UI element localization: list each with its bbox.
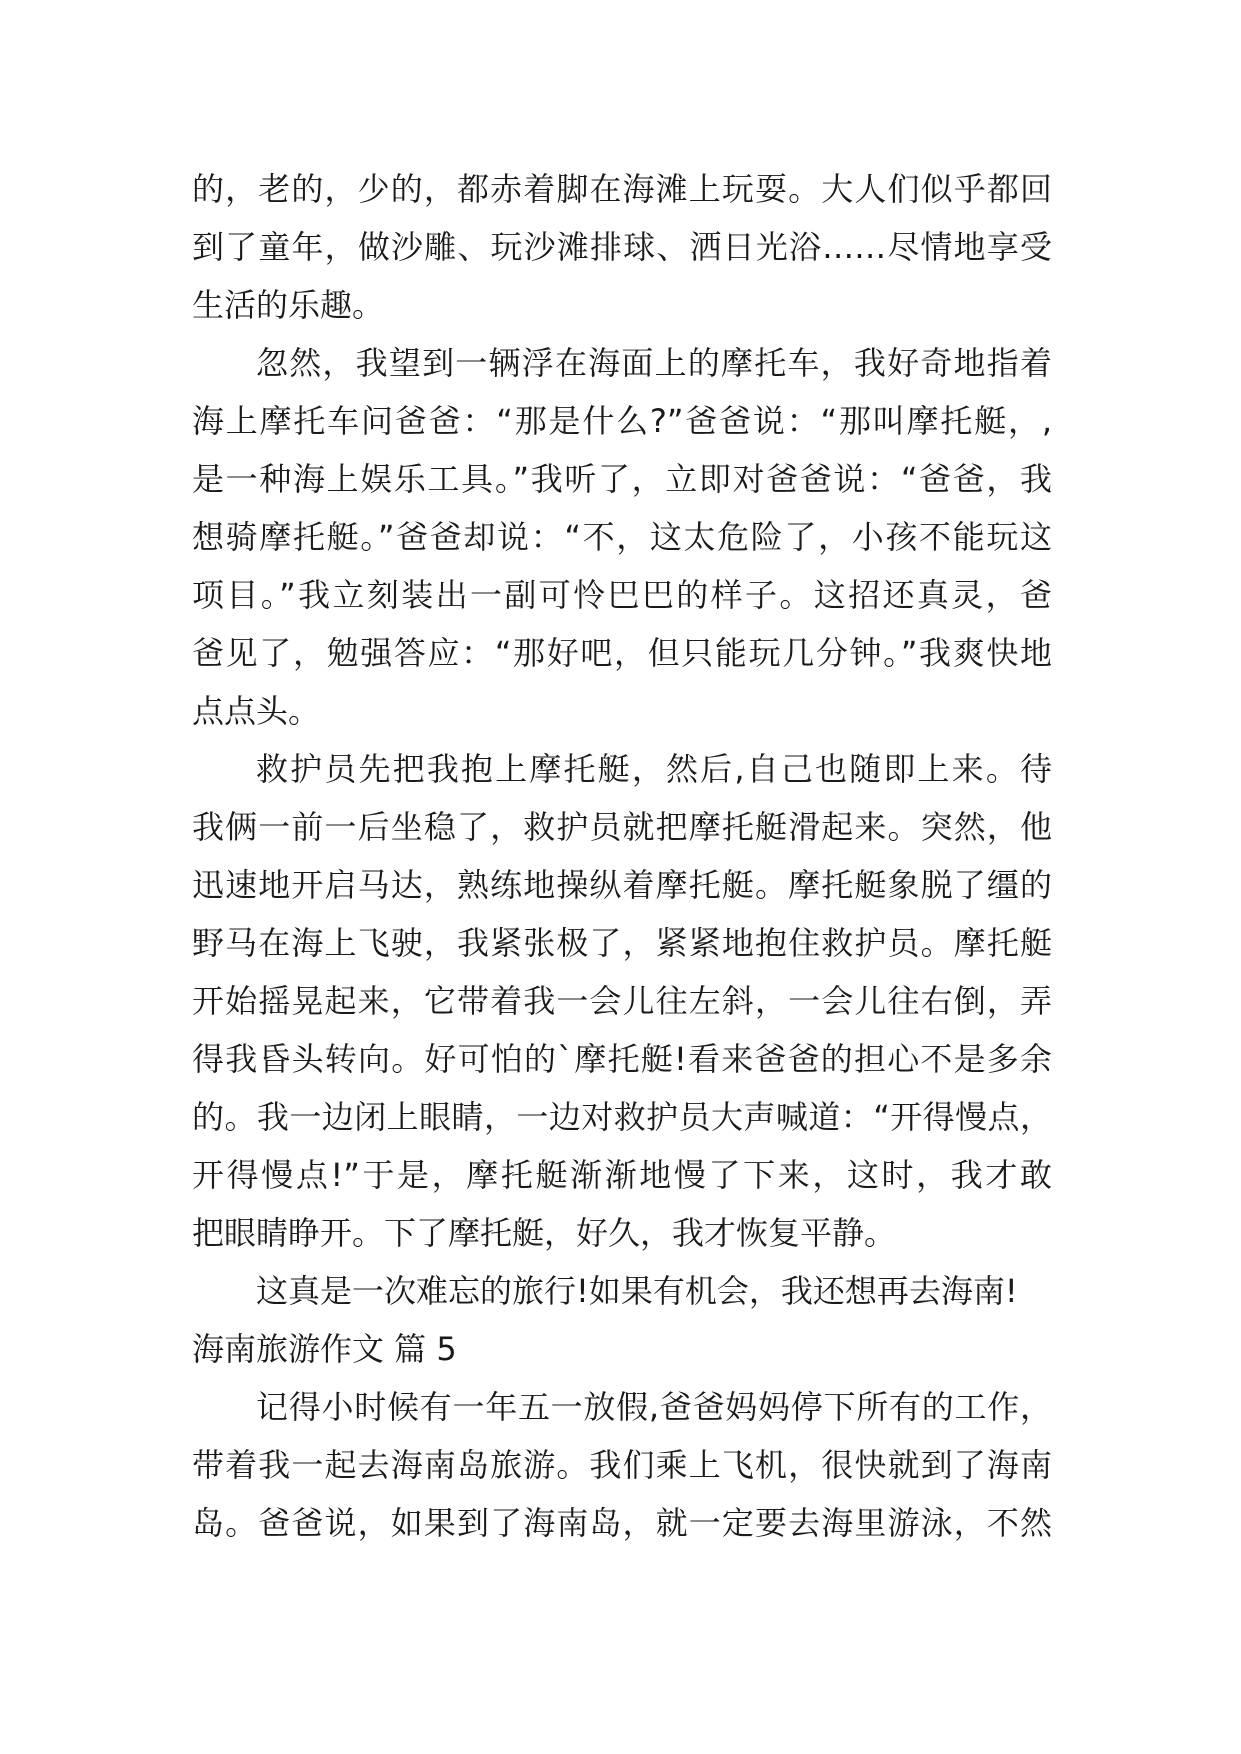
text-line: 开得慢点!”于是，摩托艇渐渐地慢了下来，这时，我才敢 [192, 1156, 1052, 1194]
text-line: 是一种海上娱乐工具。”我听了，立即对爸爸说：“爸爸，我 [192, 460, 1052, 498]
text-line: 开始摇晃起来，它带着我一会儿往左斜，一会儿往右倒，弄 [192, 982, 1052, 1020]
text-line: 到了童年，做沙雕、玩沙滩排球、洒日光浴……尽情地享受 [192, 228, 1052, 266]
text-line: 项目。”我立刻装出一副可怜巴巴的样子。这招还真灵，爸 [192, 576, 1052, 614]
text-line: 生活的乐趣。 [192, 286, 385, 324]
text-line: 的。我一边闭上眼睛，一边对救护员大声喊道：“开得慢点， [192, 1098, 1052, 1136]
text-line: 岛。爸爸说，如果到了海南岛，就一定要去海里游泳，不然 [192, 1504, 1052, 1542]
text-line: 把眼睛睁开。下了摩托艇，好久，我才恢复平静。 [192, 1214, 897, 1252]
section-heading: 海南旅游作文 篇 5 [192, 1330, 457, 1368]
text-line: 想骑摩托艇。”爸爸却说：“不，这太危险了，小孩不能玩这 [192, 518, 1052, 556]
text-line: 点点头。 [192, 692, 321, 730]
document-body [192, 160, 1052, 1552]
text-line: 忽然，我望到一辆浮在海面上的摩托车，我好奇地指着 [256, 344, 1052, 382]
text-line: 爸见了，勉强答应：“那好吧，但只能玩几分钟。”我爽快地 [192, 634, 1052, 672]
text-line: 迅速地开启马达，熟练地操纵着摩托艇。摩托艇象脱了缰的 [192, 866, 1052, 904]
text-line: 救护员先把我抱上摩托艇，然后,自己也随即上来。待 [256, 750, 1052, 788]
text-line: 的，老的，少的，都赤着脚在海滩上玩耍。大人们似乎都回 [192, 170, 1052, 208]
text-line: 记得小时候有一年五一放假,爸爸妈妈停下所有的工作， [256, 1388, 1052, 1426]
text-line: 带着我一起去海南岛旅游。我们乘上飞机，很快就到了海南 [192, 1446, 1052, 1484]
text-line: 得我昏头转向。好可怕的`摩托艇!看来爸爸的担心不是多余 [192, 1040, 1052, 1078]
text-line: 海上摩托车问爸爸：“那是什么?”爸爸说：“那叫摩托艇，, [192, 402, 1052, 440]
text-line: 这真是一次难忘的旅行!如果有机会，我还想再去海南! [256, 1272, 1018, 1310]
text-line: 野马在海上飞驶，我紧张极了，紧紧地抱住救护员。摩托艇 [192, 924, 1052, 962]
text-line: 我俩一前一后坐稳了，救护员就把摩托艇滑起来。突然，他 [192, 808, 1052, 846]
